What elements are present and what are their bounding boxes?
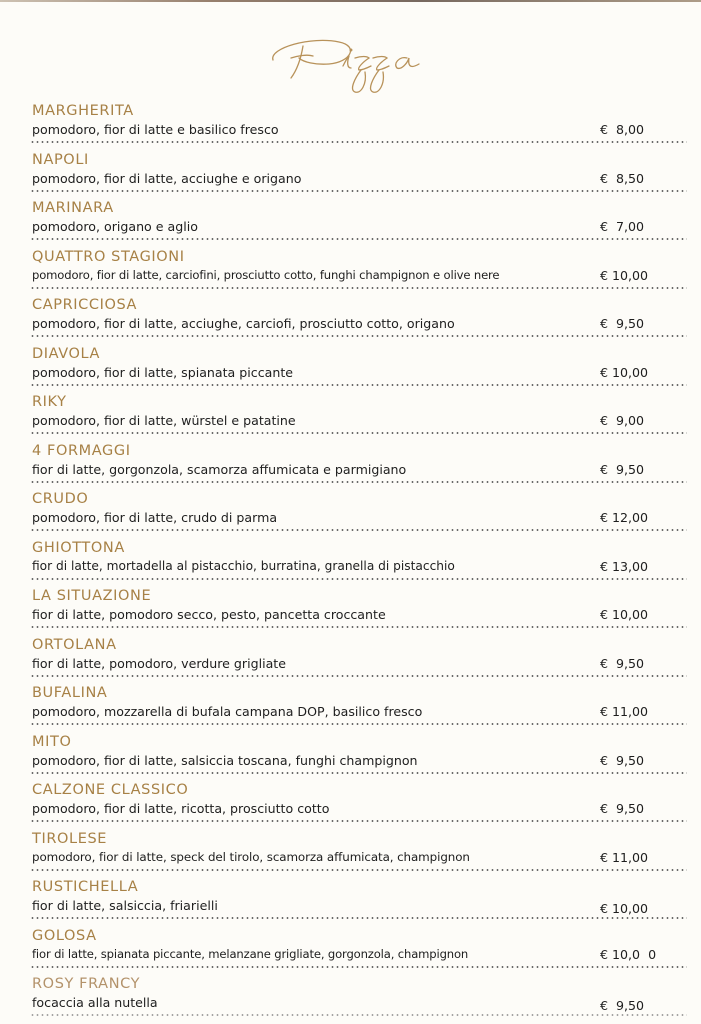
menu-item-riky <box>30 392 687 441</box>
menu-item-4-formaggi <box>30 441 687 490</box>
menu-item-ghiottona <box>30 538 687 587</box>
item-name: GHIOTTONA <box>32 539 125 556</box>
item-price: € 10,00 <box>600 607 649 622</box>
item-name: RIKY <box>32 394 67 410</box>
item-name: QUATTRO STAGIONI <box>32 248 185 265</box>
item-price: € 7,00 <box>600 219 645 234</box>
dotted-divider <box>30 626 687 628</box>
dotted-divider <box>30 432 687 434</box>
pizza-menu-list <box>30 101 687 1023</box>
dotted-divider <box>30 335 687 337</box>
item-price: € 9,50 <box>600 655 645 671</box>
menu-item-margherita <box>30 101 687 150</box>
item-name: BUFALINA <box>32 685 108 701</box>
item-price: € 9,50 <box>600 316 645 331</box>
item-description: pomodoro, fior di latte, carciofini, prosciutto cotto, funghi champignon e olive nere <box>32 267 500 282</box>
dotted-divider <box>30 966 687 968</box>
menu-item-crudo <box>30 489 687 538</box>
item-price: € 8,50 <box>600 170 645 186</box>
menu-item-napoli <box>30 150 687 199</box>
menu-item-rustichella <box>30 877 687 926</box>
item-description: pomodoro, fior di latte, spianata piccante <box>32 364 294 380</box>
menu-item-quattro-stagioni <box>30 247 687 296</box>
item-price: € 12,00 <box>600 510 649 525</box>
dotted-divider <box>30 481 687 483</box>
item-name: RUSTICHELLA <box>32 879 139 895</box>
item-name: TIROLESE <box>32 830 108 847</box>
menu-title <box>0 18 701 98</box>
item-price: € 11,00 <box>600 849 649 865</box>
item-description: fior di latte, mortadella al pistacchio, burratina, granella di pistacchio <box>32 558 455 573</box>
item-price: € 9,50 <box>600 998 645 1013</box>
item-name: LA SITUAZIONE <box>32 588 152 604</box>
menu-item-golosa <box>30 926 687 975</box>
item-price: € 13,00 <box>600 558 649 574</box>
item-name: ORTOLANA <box>32 636 117 653</box>
dotted-divider <box>30 869 687 871</box>
dotted-divider <box>30 141 687 143</box>
menu-item-capricciosa <box>30 295 687 344</box>
menu-item-calzone-classico <box>30 780 687 829</box>
menu-item-mito <box>30 732 687 781</box>
item-description: fior di latte, gorgonzola, scamorza affumicata e parmigiano <box>32 461 407 477</box>
item-price: € 9,50 <box>600 461 645 477</box>
item-description: pomodoro, fior di latte, würstel e patatine <box>32 413 296 428</box>
item-name: MITO <box>32 733 72 750</box>
dotted-divider <box>30 287 687 289</box>
item-description: pomodoro, fior di latte e basilico fresco <box>32 122 279 137</box>
item-name: 4 FORMAGGI <box>32 442 131 459</box>
item-description: fior di latte, salsiccia, friarielli <box>32 898 218 913</box>
dotted-divider <box>30 384 687 386</box>
item-description: pomodoro, fior di latte, ricotta, prosciutto cotto <box>32 801 330 816</box>
item-name: MARGHERITA <box>32 103 134 119</box>
item-name: ROSY FRANCY <box>32 976 141 992</box>
dotted-divider <box>30 820 687 822</box>
item-price: € 10,0 0 <box>600 946 657 962</box>
item-price: € 9,00 <box>600 413 645 428</box>
menu-item-bufalina <box>30 683 687 732</box>
page-top-edge <box>0 0 701 2</box>
item-name: MARINARA <box>32 200 114 216</box>
dotted-divider <box>30 1014 687 1016</box>
item-name: CRUDO <box>32 491 89 507</box>
item-price: € 9,50 <box>600 752 645 768</box>
dotted-divider <box>30 917 687 919</box>
item-name: GOLOSA <box>32 927 97 944</box>
item-description: fior di latte, spianata piccante, melanzane grigliate, gorgonzola, champignon <box>32 946 469 961</box>
item-description: focaccia alla nutella <box>32 995 158 1010</box>
item-price: € 10,00 <box>600 901 649 916</box>
menu-item-marinara <box>30 198 687 247</box>
item-price: € 10,00 <box>600 364 649 380</box>
item-description: pomodoro, origano e aglio <box>32 219 198 234</box>
menu-item-diavola <box>30 344 687 393</box>
item-description: pomodoro, fior di latte, crudo di parma <box>32 510 278 525</box>
dotted-divider <box>30 529 687 531</box>
item-description: fior di latte, pomodoro secco, pesto, pancetta croccante <box>32 607 386 622</box>
item-price: € 9,50 <box>600 801 645 816</box>
dotted-divider <box>30 578 687 580</box>
dotted-divider <box>30 723 687 725</box>
script-title-pizza-icon <box>251 18 451 98</box>
dotted-divider <box>30 772 687 774</box>
menu-item-tirolese <box>30 829 687 878</box>
dotted-divider <box>30 238 687 240</box>
dotted-divider <box>30 675 687 677</box>
item-description: pomodoro, mozzarella di bufala campana DOP, basilico fresco <box>32 704 423 719</box>
item-description: fior di latte, pomodoro, verdure grigliate <box>32 655 286 671</box>
item-price: € 11,00 <box>600 704 649 719</box>
item-price: € 8,00 <box>600 122 645 137</box>
menu-item-la-situazione <box>30 586 687 635</box>
item-name: NAPOLI <box>32 151 89 168</box>
item-name: CALZONE CLASSICO <box>32 782 189 798</box>
item-description: pomodoro, fior di latte, acciughe, carciofi, prosciutto cotto, origano <box>32 316 455 331</box>
item-description: pomodoro, fior di latte, acciughe e origano <box>32 170 302 186</box>
item-description: pomodoro, fior di latte, speck del tirolo, scamorza affumicata, champignon <box>32 849 470 864</box>
menu-item-ortolana <box>30 635 687 684</box>
item-description: pomodoro, fior di latte, salsiccia toscana, funghi champignon <box>32 752 418 768</box>
item-price: € 10,00 <box>600 267 649 283</box>
dotted-divider <box>30 190 687 192</box>
item-name: CAPRICCIOSA <box>32 297 138 313</box>
menu-item-rosy-francy <box>30 974 687 1023</box>
item-name: DIAVOLA <box>32 345 101 362</box>
